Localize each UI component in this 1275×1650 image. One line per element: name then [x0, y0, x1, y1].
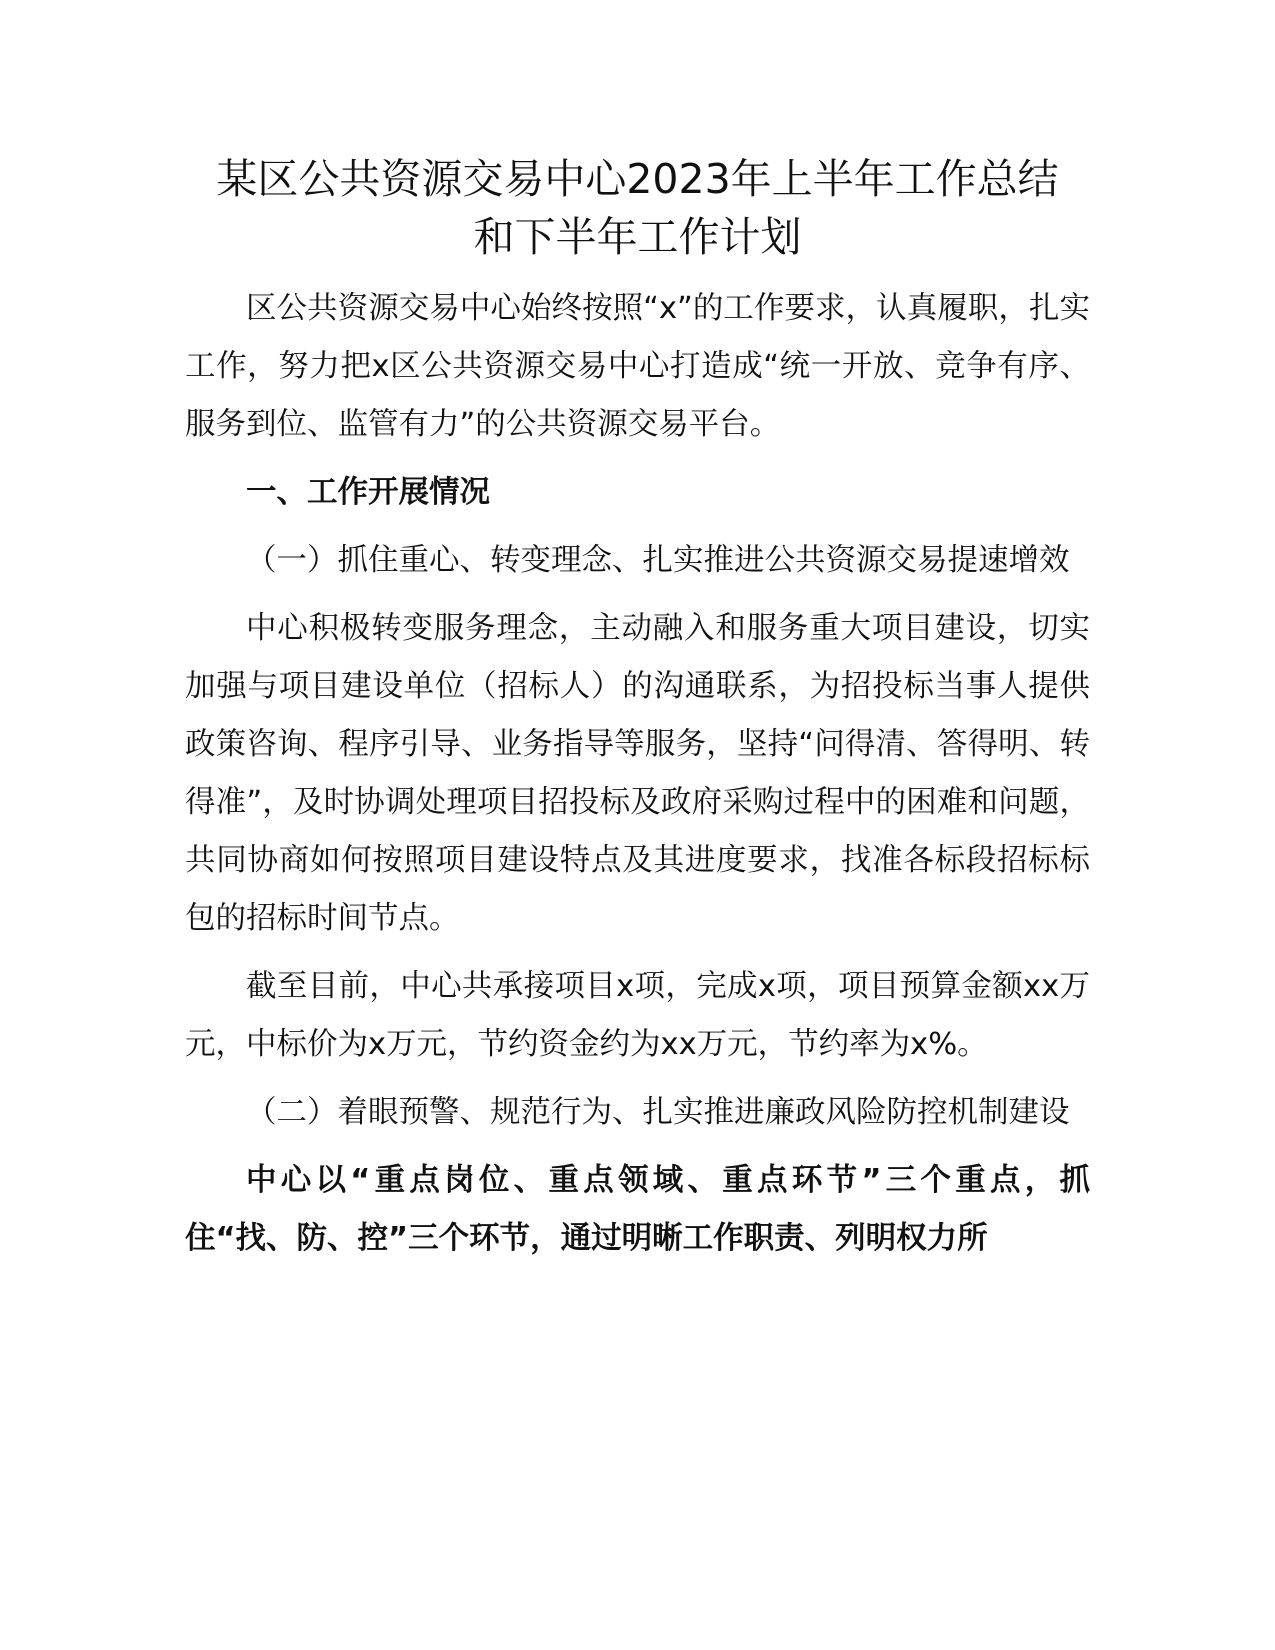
- document-title: [185, 150, 1090, 266]
- title-line-2: 和下半年工作计划: [473, 213, 802, 261]
- intro-paragraph: 区公共资源交易中心始终按照“x”的工作要求，认真履职，扎实工作，努力把x区公共资源交易中心打造成“统一开放、竞争有序、服务到位、监管有力”的公共资源交易平台。: [185, 291, 1090, 442]
- document-page: [185, 150, 1090, 1278]
- subsection-heading-2: （二）着眼预警、规范行为、扎实推进廉政风险防控机制建设: [246, 1095, 1070, 1130]
- title-line-1: 某区公共资源交易中心2023年上半年工作总结: [216, 155, 1059, 203]
- paragraph-statistics: 截至目前，中心共承接项目x项，完成x项，项目预算金额xx万元，中标价为x万元，节约资金约为xx万元，节约率为x%。: [185, 969, 1090, 1062]
- paragraph-service: 中心积极转变服务理念，主动融入和服务重大项目建设，切实加强与项目建设单位（招标人）的沟通联系，为招投标当事人提供政策咨询、程序引导、业务指导等服务，坚持“问得清、答得明、转得准”，及时协调处理项目招投标及政府采购过程中的困难和问题，共同协商如何按照项目建设特点及其进度要求，找准各标段招标标包的招标时间节点。: [185, 611, 1090, 936]
- subsection-heading-1: （一）抓住重心、转变理念、扎实推进公共资源交易提速增效: [246, 543, 1070, 578]
- paragraph-risk-control: 中心以“重点岗位、重点领域、重点环节”三个重点，抓住“找、防、控”三个环节，通过明晰工作职责、列明权力所: [185, 1163, 1090, 1256]
- section-heading-1: 一、工作开展情况: [246, 475, 490, 510]
